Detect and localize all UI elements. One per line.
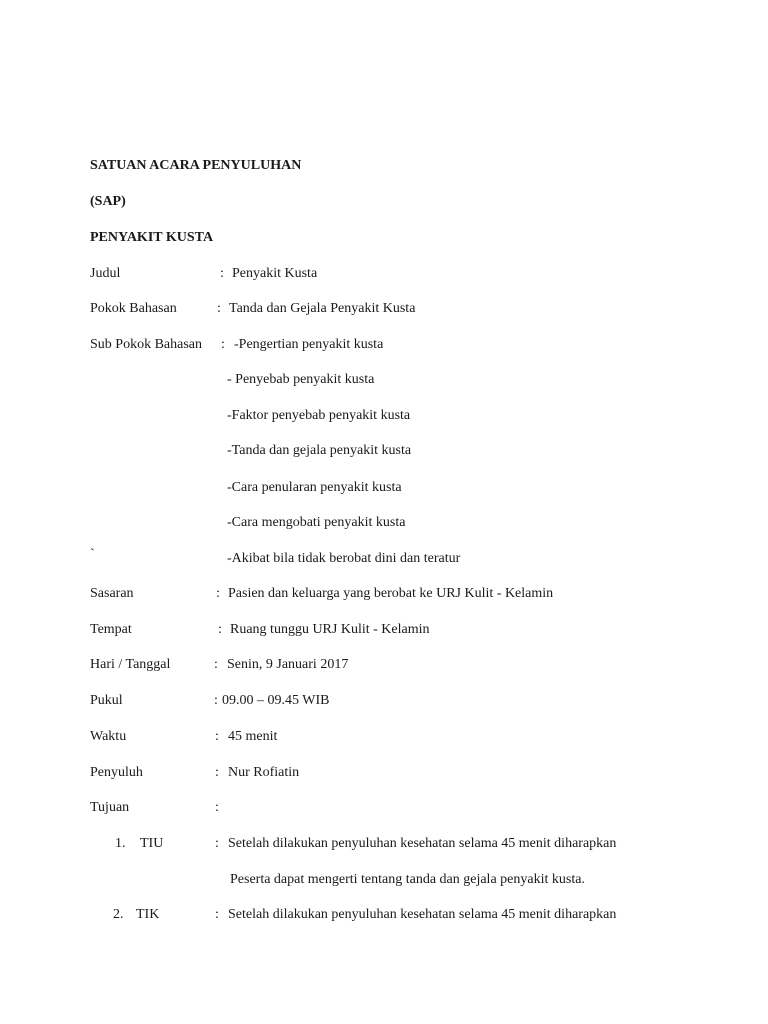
field-value-sasaran: Pasien dan keluarga yang berobat ke URJ Kulit - Kelamin: [228, 586, 554, 601]
field-value-hari-tanggal: Senin, 9 Januari 2017: [227, 657, 349, 672]
field-colon-sasaran: :: [216, 586, 220, 601]
sub-topic-item: -Cara penularan penyakit kusta: [227, 480, 402, 495]
document-subtitle: (SAP): [90, 194, 126, 209]
field-label-pukul: Pukul: [90, 693, 123, 708]
field-colon-sub-pokok-bahasan: :: [221, 337, 225, 352]
stray-mark: `: [90, 547, 95, 562]
field-value-judul: Penyakit Kusta: [232, 266, 318, 281]
sub-topic-item: -Pengertian penyakit kusta: [234, 337, 384, 352]
field-value-pokok-bahasan: Tanda dan Gejala Penyakit Kusta: [229, 301, 416, 316]
field-colon-judul: :: [220, 266, 224, 281]
sub-topic-item: -Tanda dan gejala penyakit kusta: [227, 443, 412, 458]
tujuan-item-number: 1.: [115, 836, 126, 851]
field-label-hari-tanggal: Hari / Tanggal: [90, 657, 171, 672]
sub-topic-item: -Cara mengobati penyakit kusta: [227, 515, 406, 530]
field-value-pukul: 09.00 – 09.45 WIB: [222, 693, 330, 708]
field-label-waktu: Waktu: [90, 729, 127, 744]
field-value-penyuluh: Nur Rofiatin: [228, 765, 300, 780]
sub-topic-item: -Akibat bila tidak berobat dini dan teratur: [227, 551, 461, 566]
field-label-judul: Judul: [90, 266, 121, 281]
field-colon-waktu: :: [215, 729, 219, 744]
tujuan-item-text: Peserta dapat mengerti tentang tanda dan gejala penyakit kusta.: [230, 872, 585, 887]
field-colon-tujuan: :: [215, 800, 219, 815]
tujuan-item-number: 2.: [113, 907, 124, 922]
tujuan-item-text: Setelah dilakukan penyuluhan kesehatan selama 45 menit diharapkan: [228, 907, 617, 922]
tujuan-item-label-tik: TIK: [136, 907, 160, 922]
field-label-sub-pokok-bahasan: Sub Pokok Bahasan: [90, 337, 202, 352]
field-colon-penyuluh: :: [215, 765, 219, 780]
document-title: SATUAN ACARA PENYULUHAN: [90, 158, 302, 173]
field-label-tempat: Tempat: [90, 622, 132, 637]
tujuan-item-colon: :: [215, 836, 219, 851]
tujuan-item-label-tiu: TIU: [140, 836, 164, 851]
document-topic: PENYAKIT KUSTA: [90, 230, 214, 245]
field-label-tujuan: Tujuan: [90, 800, 130, 815]
field-label-pokok-bahasan: Pokok Bahasan: [90, 301, 177, 316]
field-colon-tempat: :: [218, 622, 222, 637]
field-colon-pokok-bahasan: :: [217, 301, 221, 316]
field-label-sasaran: Sasaran: [90, 586, 134, 601]
tujuan-item-colon: :: [215, 907, 219, 922]
field-colon-pukul: :: [214, 693, 218, 708]
field-colon-hari-tanggal: :: [214, 657, 218, 672]
field-value-waktu: 45 menit: [228, 729, 278, 744]
field-value-tempat: Ruang tunggu URJ Kulit - Kelamin: [230, 622, 430, 637]
field-label-penyuluh: Penyuluh: [90, 765, 143, 780]
sub-topic-item: - Penyebab penyakit kusta: [227, 372, 375, 387]
sub-topic-item: -Faktor penyebab penyakit kusta: [227, 408, 411, 423]
tujuan-item-text: Setelah dilakukan penyuluhan kesehatan selama 45 menit diharapkan: [228, 836, 617, 851]
